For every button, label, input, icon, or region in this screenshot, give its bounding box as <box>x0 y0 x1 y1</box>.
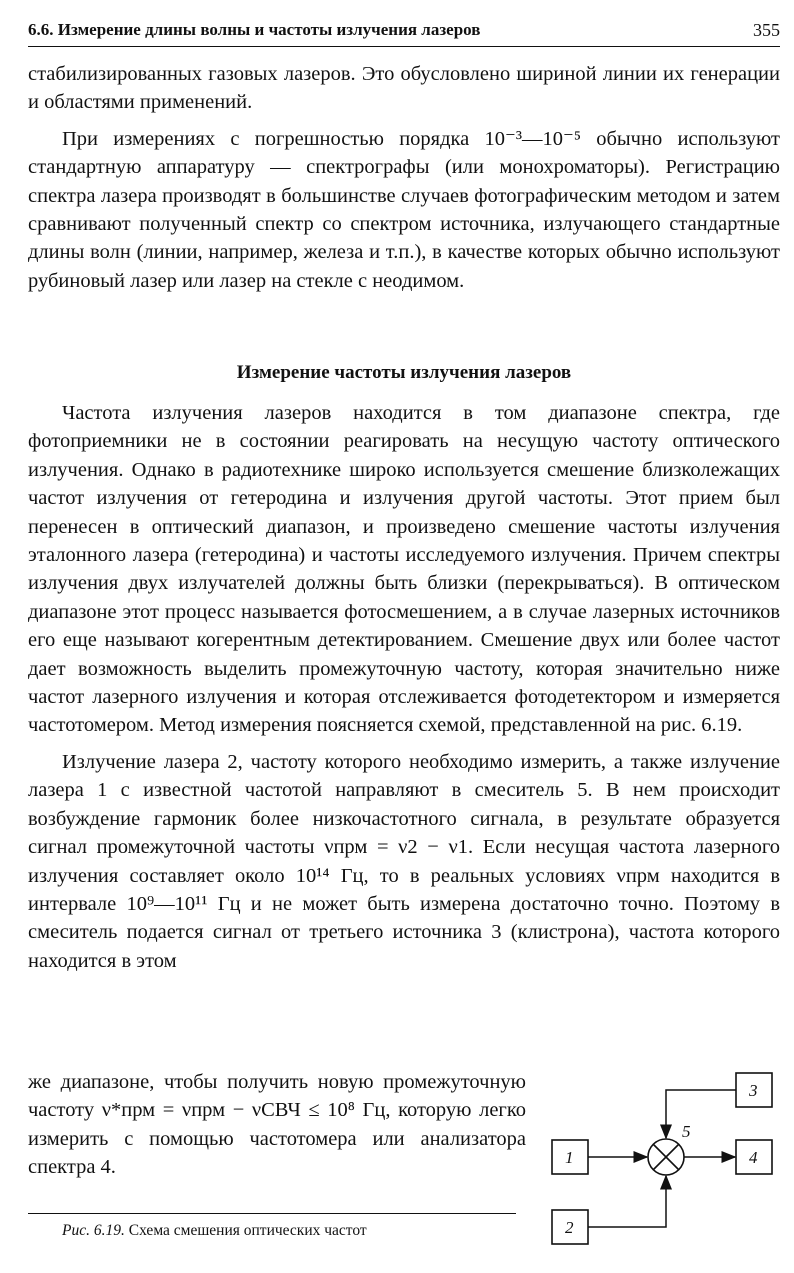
text-block-top <box>28 60 780 295</box>
block-3 <box>736 1073 772 1107</box>
svg-text:3: 3 <box>749 1081 758 1100</box>
arrow-3-to-mixer <box>666 1090 736 1138</box>
mixing-scheme-diagram <box>540 1065 780 1265</box>
svg-text:4: 4 <box>749 1148 758 1167</box>
page-number: 355 <box>753 19 780 40</box>
block-1 <box>552 1140 588 1174</box>
paragraph-2: При измерениях с погрешностью порядка 10⁻³—10⁻⁵ обычно используют стандартную аппаратуру — спектрографы (или монохроматоры). Регистрацию спектра лазера производят в большинстве случаев фотографическим методом и затем сравнивают полученный спектр со спектром источника, излучающего стандартные длины волн (линии, например, железа и т.п.), в качестве которых обычно используют рубиновый лазер или лазер на стекле с неодимом. <box>28 127 780 292</box>
figure-caption-text: Схема смешения оптических частот <box>128 1222 367 1239</box>
paragraph-1: стабилизированных газовых лазеров. Это обусловлено шириной линии их генерации и областями применений. <box>28 63 780 114</box>
text-block-middle <box>28 399 780 975</box>
mixer-5 <box>648 1122 691 1175</box>
svg-text:1: 1 <box>565 1148 574 1167</box>
block-4 <box>736 1140 772 1174</box>
arrow-2-to-mixer <box>588 1176 666 1227</box>
svg-text:5: 5 <box>682 1122 691 1141</box>
caption-divider <box>28 1213 516 1214</box>
running-header <box>28 14 780 47</box>
figure-caption <box>62 1222 367 1240</box>
block-2 <box>552 1210 588 1244</box>
paragraph-3: Частота излучения лазеров находится в том диапазоне спектра, где фотоприемники не в состоянии реагировать на несущую частоту оптического излучения. Однако в радиотехнике широко используется смешение близколежащих частот излучения от гетеродина и излучения другой частоты. Этот прием был перенесен в оптический диапазон, и произведено смешение частоты излучения эталонного лазера (гетеродина) и частоты исследуемого излучения. Причем спектры излучения двух излучателей должны быть близки (перекрываться). В оптическом диапазоне этот процесс называется фотосмешением, а в случае лазерных источников его еще называют когерентным детектированием. Смешение двух или более частот дает возможность выделить промежуточную частоту, которая значительно ниже частот лазерного излучения и которая отслеживается фотодетектором и измеряется частотомером. Метод измерения поясняется схемой, представленной на рис. 6.19. <box>28 402 780 737</box>
paragraph-4: Излучение лазера 2, частоту которого необходимо измерить, а также излучение лазера 1 с известной частотой направляют в смеситель 5. В нем происходит возбуждение гармоник более низкочастотного сигнала, в результате образуется сигнал промежуточной частоты νпрм = ν2 − ν1. Если несущая частота лазерного излучения составляет около 10¹⁴ Гц, то в реальных условиях νпрм находится в интервале 10⁹—10¹¹ Гц и не может быть измерена достаточно точно. Поэтому в смеситель подается сигнал от третьего источника 3 (клистрона), частота которого находится в этом <box>28 750 780 972</box>
svg-text:2: 2 <box>565 1218 574 1237</box>
paragraph-5: же диапазоне, чтобы получить новую промежуточную частоту ν*прм = νпрм − νСВЧ ≤ 10⁸ Гц, которую легко измерить с помощью частотомера или анализатора спектра 4. <box>28 1071 526 1179</box>
running-header-title: 6.6. Измерение длины волны и частоты излучения лазеров <box>28 20 481 39</box>
section-heading: Измерение частоты излучения лазеров <box>236 362 572 383</box>
figure-label: Рис. 6.19. <box>62 1222 125 1239</box>
